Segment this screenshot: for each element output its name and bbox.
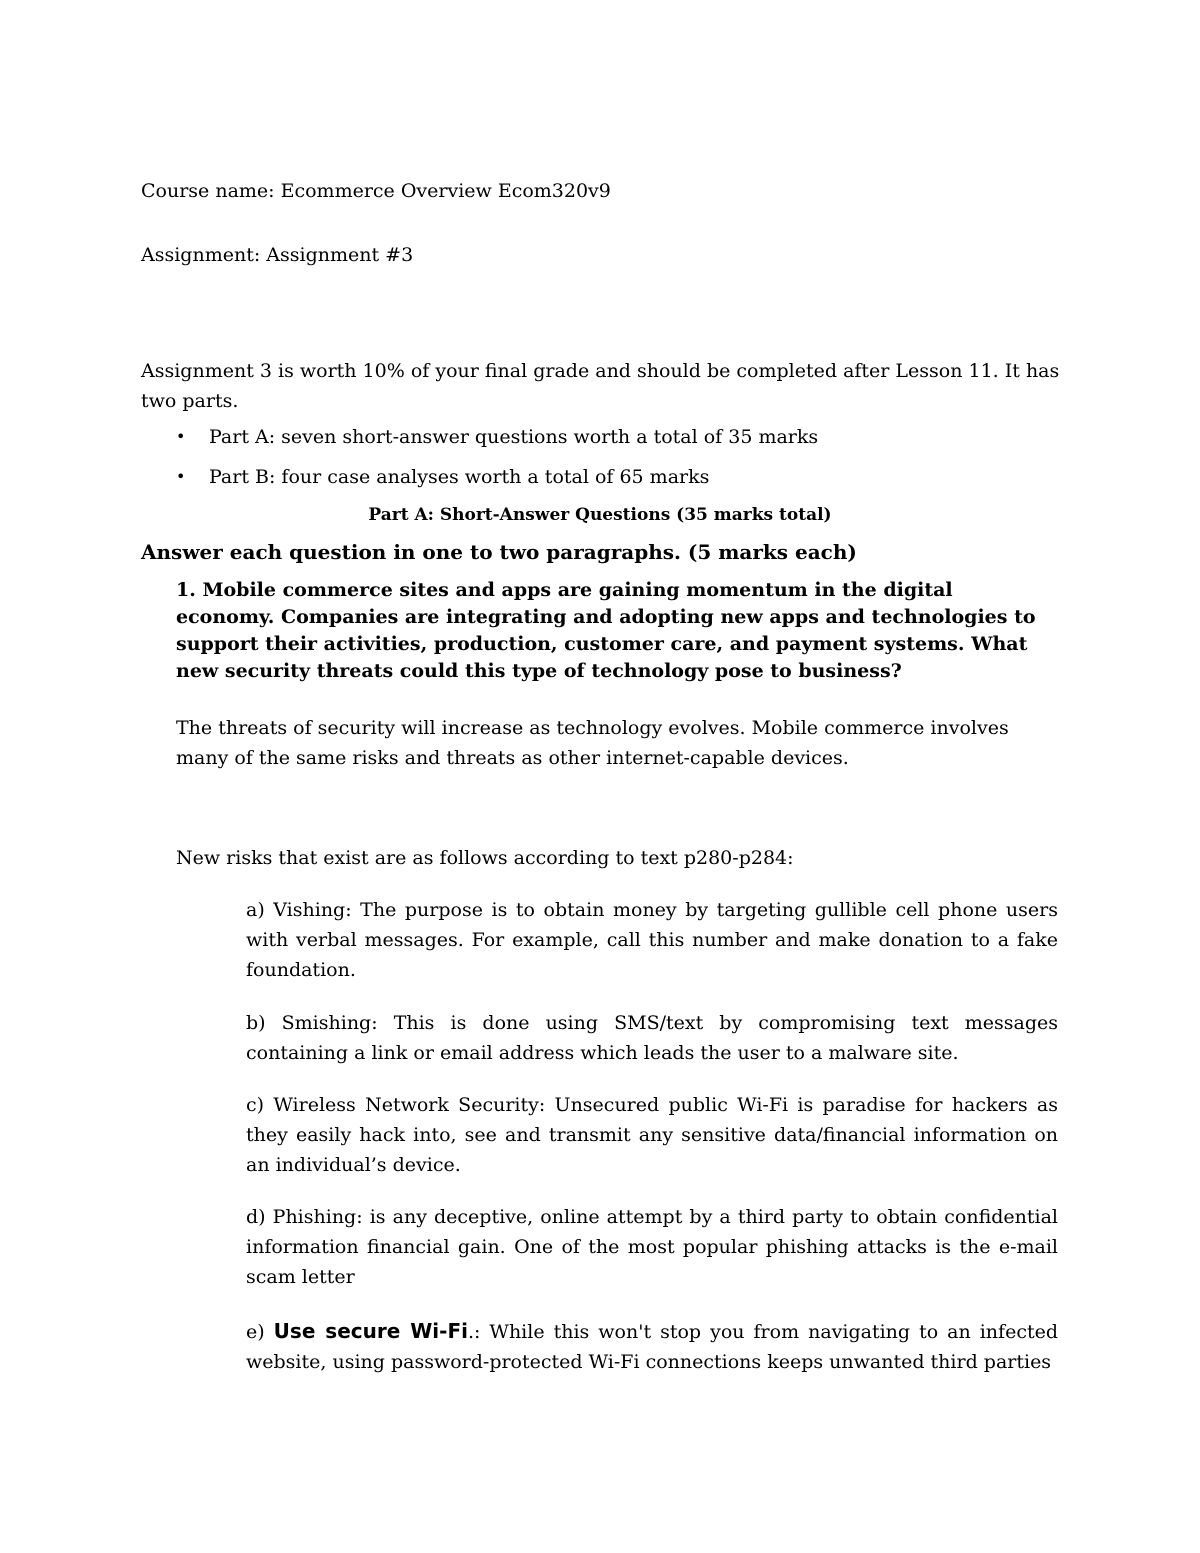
risk-e-prefix: e) (246, 1321, 274, 1343)
risk-e-text: .: While this won't stop you from navigating to an infected website, using password-protected Wi-Fi connections keeps unwanted third parties (246, 1321, 1058, 1373)
risk-item-phishing: d) Phishing: is any deceptive, online attempt by a third party to obtain confidential information financial gain. One of the most popular phishing attacks is the e-mail scam letter (246, 1206, 1058, 1288)
answer-intro: The threats of security will increase as technology evolves. Mobile commerce involves many of the same risks and threats as other internet-capable devices. (176, 717, 1009, 769)
assignment-line: Assignment: Assignment #3 (141, 244, 414, 266)
part-a-heading: Part A: Short-Answer Questions (35 marks total) (368, 505, 832, 525)
risk-item-smishing: b) Smishing: This is done using SMS/text by compromising text messages containing a link or email address which leads the user to a malware site. (246, 1012, 1058, 1064)
risks-intro: New risks that exist are as follows according to text p280-p284: (176, 847, 794, 869)
part-a-instruction: Answer each question in one to two paragraphs. (5 marks each) (141, 540, 857, 564)
bullet-text: Part A: seven short-answer questions worth a total of 35 marks (209, 426, 819, 448)
bullet-icon: • (176, 427, 186, 446)
question-1: 1. Mobile commerce sites and apps are gaining momentum in the digital economy. Companies are integrating and adopting new apps and technologies to support their activities, production, customer care, and payment systems. What new security threats could this type of technology pose to business? (176, 579, 1036, 682)
bullet-text: Part B: four case analyses worth a total of 65 marks (209, 466, 710, 488)
risk-item-secure-wifi (246, 1316, 1058, 1377)
bullet-icon: • (176, 467, 186, 486)
risk-e-bold: Use secure Wi-Fi (273, 1319, 468, 1343)
risk-item-wireless: c) Wireless Network Security: Unsecured public Wi-Fi is paradise for hackers as they easily hack into, see and transmit any sensitive data/financial information on an individual’s device. (246, 1094, 1058, 1176)
intro-paragraph: Assignment 3 is worth 10% of your final grade and should be completed after Lesson 11. It has two parts. (141, 360, 1060, 412)
course-name-line: Course name: Ecommerce Overview Ecom320v9 (141, 180, 611, 202)
risk-item-vishing: a) Vishing: The purpose is to obtain money by targeting gullible cell phone users with verbal messages. For example, call this number and make donation to a fake foundation. (246, 899, 1058, 981)
